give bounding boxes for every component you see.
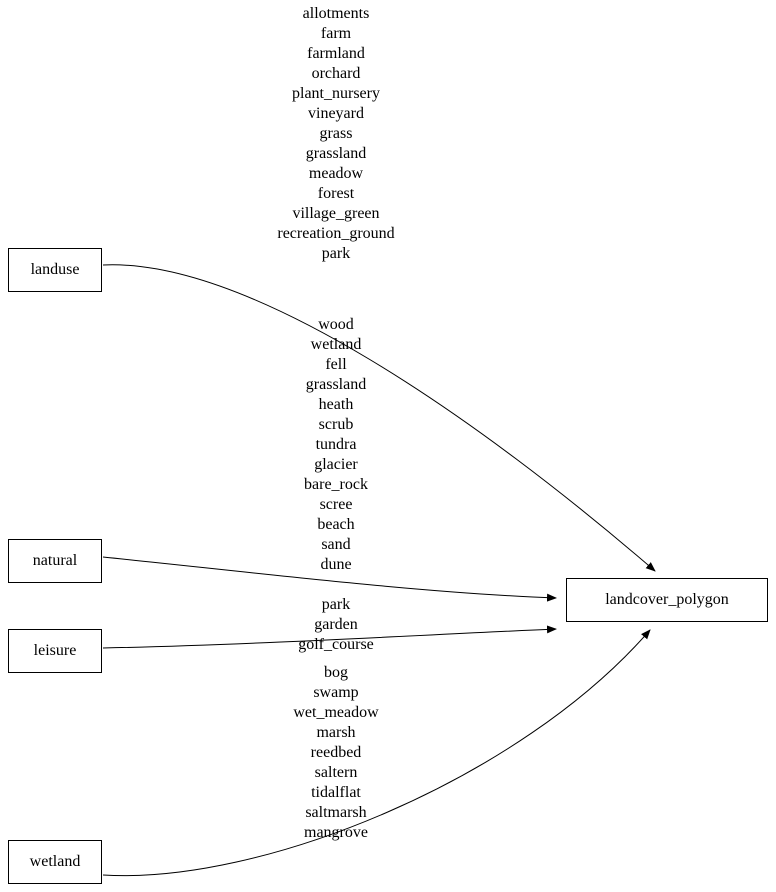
edge-label-item: tundra: [315, 436, 357, 453]
edge-label-item: saltmarsh: [305, 804, 367, 821]
edge-label-item: golf_course: [298, 636, 374, 653]
edge-label-item: marsh: [316, 724, 356, 741]
edge-label-item: scrub: [318, 416, 354, 433]
edge-label-item: fell: [325, 356, 347, 373]
edge-label-item: reedbed: [310, 744, 362, 761]
edge-label-landuse: [186, 4, 486, 264]
node-landuse-label: landuse: [30, 261, 80, 278]
edge-label-wetland: [186, 663, 486, 843]
edge-label-item: plant_nursery: [292, 85, 380, 102]
edge-label-item: bare_rock: [304, 476, 368, 493]
edge-label-item: park: [321, 596, 351, 613]
node-landuse[interactable]: [8, 248, 102, 292]
edge-label-item: recreation_ground: [277, 225, 395, 242]
edge-label-item: swamp: [313, 684, 359, 701]
edge-label-item: wet_meadow: [293, 704, 379, 721]
edge-label-item: meadow: [308, 165, 364, 182]
edge-label-item: glacier: [314, 456, 358, 473]
edge-label-item: scree: [319, 496, 353, 513]
edge-label-item: forest: [317, 185, 355, 202]
node-leisure-label: leisure: [33, 642, 77, 659]
edge-label-item: garden: [314, 616, 358, 633]
edge-label-item: tidalflat: [311, 784, 361, 801]
edge-label-item: bog: [324, 664, 348, 681]
edge-label-item: mangrove: [304, 824, 368, 841]
edge-label-item: park: [321, 245, 351, 262]
edge-label-item: heath: [318, 396, 354, 413]
edge-label-leisure: [186, 595, 486, 655]
edge-label-item: beach: [317, 516, 355, 533]
node-landcover-polygon[interactable]: [566, 578, 768, 622]
edge-label-item: farm: [320, 25, 352, 42]
edge-label-item: grassland: [305, 376, 367, 393]
edge-label-item: allotments: [302, 5, 370, 22]
edge-label-item: orchard: [311, 65, 361, 82]
edge-label-item: vineyard: [308, 105, 364, 122]
edge-label-item: farmland: [307, 45, 365, 62]
edge-label-item: sand: [321, 536, 351, 553]
edge-label-item: saltern: [314, 764, 358, 781]
edge-label-item: dune: [320, 556, 352, 573]
node-natural-label: natural: [32, 552, 78, 569]
node-landcover-polygon-label: landcover_polygon: [605, 591, 729, 608]
node-natural[interactable]: [8, 539, 102, 583]
edge-label-item: grassland: [305, 145, 367, 162]
edge-label-item: village_green: [292, 205, 380, 222]
edge-label-item: wood: [318, 316, 354, 333]
edge-label-item: wetland: [310, 336, 362, 353]
node-wetland-label: wetland: [29, 853, 81, 870]
node-wetland[interactable]: [8, 840, 102, 884]
edge-label-item: grass: [319, 125, 353, 142]
edge-label-natural: [186, 315, 486, 575]
node-leisure[interactable]: [8, 629, 102, 673]
